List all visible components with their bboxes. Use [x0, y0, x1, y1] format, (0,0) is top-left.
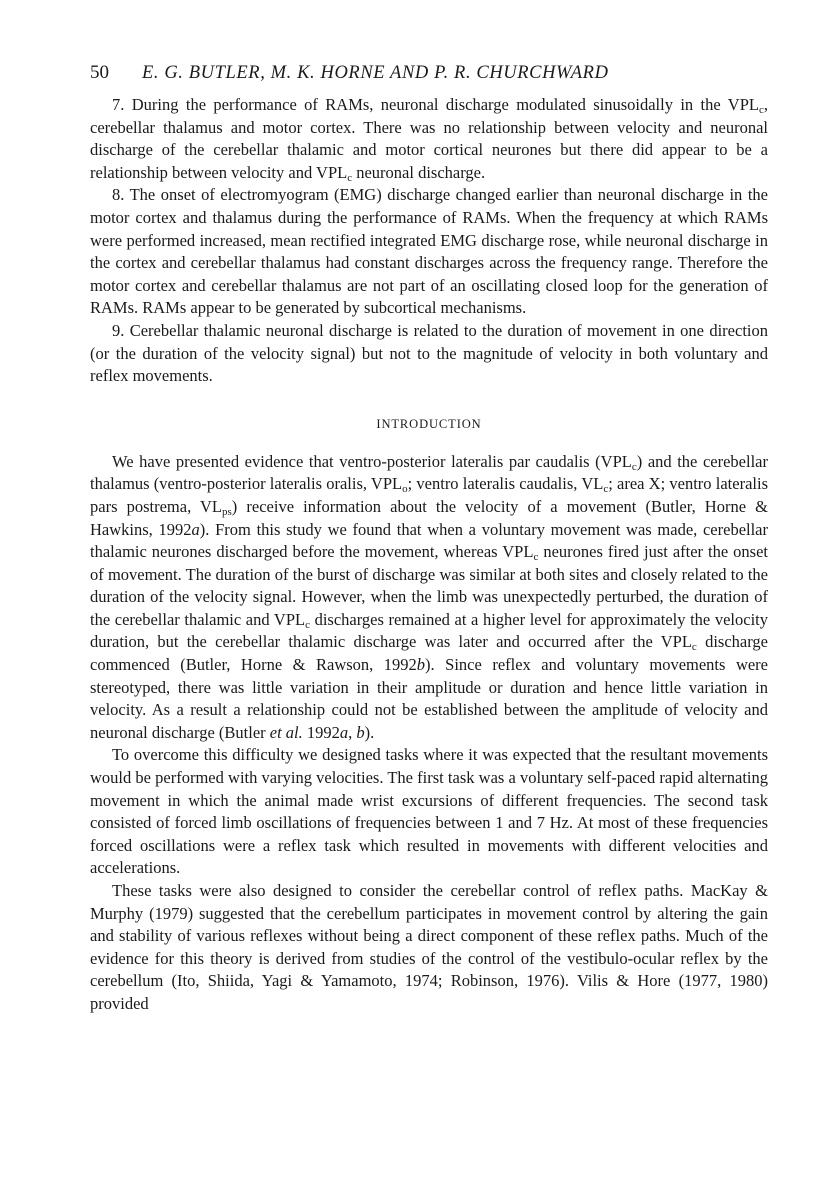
subscript: c	[305, 618, 310, 631]
subscript: c	[691, 641, 697, 654]
intro-paragraph-2	[90, 744, 768, 880]
page-number: 50	[90, 62, 109, 83]
subscript: c	[631, 460, 637, 473]
subscript: c	[347, 171, 353, 184]
italic-text: b	[356, 722, 365, 742]
text-run: ) and the cerebellar thalamus (ventro-posterior lateralis oralis, VPL	[90, 451, 768, 494]
text-run: ; area X; ventro lateralis pars postrema, VL	[90, 474, 768, 516]
text-run: We have presented evidence that ventro-posterior lateralis par caudalis (VPL	[112, 451, 632, 471]
italic-text: a	[191, 519, 200, 539]
subscript: c	[758, 104, 764, 116]
text-run: ).	[364, 722, 375, 742]
author-line: E. G. BUTLER, M. K. HORNE AND P. R. CHURCHWARD	[142, 63, 609, 83]
subscript: ps	[222, 505, 232, 518]
section-heading: INTRODUCTION	[376, 416, 482, 431]
text-run: 8. The onset of electromyogram (EMG) discharge changed earlier than neuronal discharge in the motor cortex and thalamus during the performance of RAMs. When the frequency at which RAMs were performed increased, mean rectified integrated EMG discharge rose, while neuronal discharge in the cortex and cerebellar thalamus had constant discharges across the frequency range. Therefore the motor cortex and cerebellar thalamus are not part of an oscillating closed loop for the generation of RAMs. RAMs appear to be generated by subcortical mechanisms.	[90, 185, 768, 318]
text-run: These tasks were also designed to consider the cerebellar control of reflex paths. MacKay & Murphy (1979) suggested that the cerebellum participates in movement control by altering the gain and stability of various reflexes without being a direct component of these reflex paths. Much of the evidence for this theory is derived from studies of the control of the vestibulo-ocular reflex by the cerebellum (Ito, Shiida, Yagi & Yamamoto, 1974; Robinson, 1976). Vilis & Hore (1977, 1980) provided	[90, 881, 768, 1013]
summary-point-8	[90, 184, 768, 320]
text-run: ). From this study we found that when a voluntary movement was made, cerebellar thalamic neurones discharged before the movement, whereas VPL	[90, 519, 769, 562]
running-head	[90, 62, 768, 92]
text-run: neuronal discharge.	[352, 162, 486, 182]
text-run: ; ventro lateralis caudalis, VL	[407, 474, 604, 494]
intro-paragraph-1	[90, 451, 768, 745]
text-run: To overcome this difficulty we designed tasks where it was expected that the resultant movements would be performed with varying velocities. The first task was a voluntary self-paced rapid alternating movement in which the animal made wrist excursions of different frequencies. The second task consisted of forced limb oscillations of frequencies between 1 and 7 Hz. At most of these frequencies forced oscillations were a reflex task which resulted in movements with different velocities and accelerations.	[90, 745, 768, 878]
text-run: ). Since reflex and voluntary movements were stereotyped, there was little variation in their amplitude or duration and hence little variation in velocity. As a result a relationship could not be established between the amplitude of velocity and neuronal discharge (Butler	[90, 655, 768, 742]
text-run: ,	[348, 722, 357, 742]
italic-text: b	[416, 655, 426, 675]
text-run: ) receive information about the velocity of a movement (Butler, Horne & Hawkins, 1992	[90, 496, 768, 539]
text-run: discharge commenced (Butler, Horne & Rawson, 1992	[90, 632, 768, 675]
subscript: c	[533, 551, 539, 564]
text-run: neurones fired just after the onset of movement. The duration of the burst of discharge was similar at both sites and closely related to the duration of the velocity signal. However, when the limb was unexpectedly perturbed, the duration of the cerebellar thalamic and VPL	[90, 542, 768, 629]
text-run: 9. Cerebellar thalamic neuronal discharge is related to the duration of movement in one direction (or the duration of the velocity signal) but not to the magnitude of velocity in both voluntary and reflex movements.	[90, 320, 768, 386]
italic-text: a	[339, 722, 349, 742]
text-run: discharges remained at a higher level for approximately the velocity duration, but the cerebellar thalamic discharge was later and occurred after the VPL	[90, 609, 769, 652]
subscript: o	[402, 483, 408, 496]
text-run: , cerebellar thalamus and motor cortex. There was no relationship between velocity and neuronal discharge of the cerebellar thalamic and motor cortical neurones but there did appear to be a relationship between velocity and VPL	[90, 95, 768, 182]
italic-text: et al.	[269, 722, 303, 742]
intro-paragraph-3	[90, 880, 768, 1016]
text-run: 7. During the performance of RAMs, neuronal discharge modulated sinusoidally in the VPL	[112, 95, 759, 114]
summary-point-7	[90, 94, 768, 184]
summary-point-9	[90, 320, 768, 388]
text-run: 1992	[302, 722, 340, 742]
journal-page	[90, 62, 768, 1016]
subscript: c	[603, 483, 609, 496]
